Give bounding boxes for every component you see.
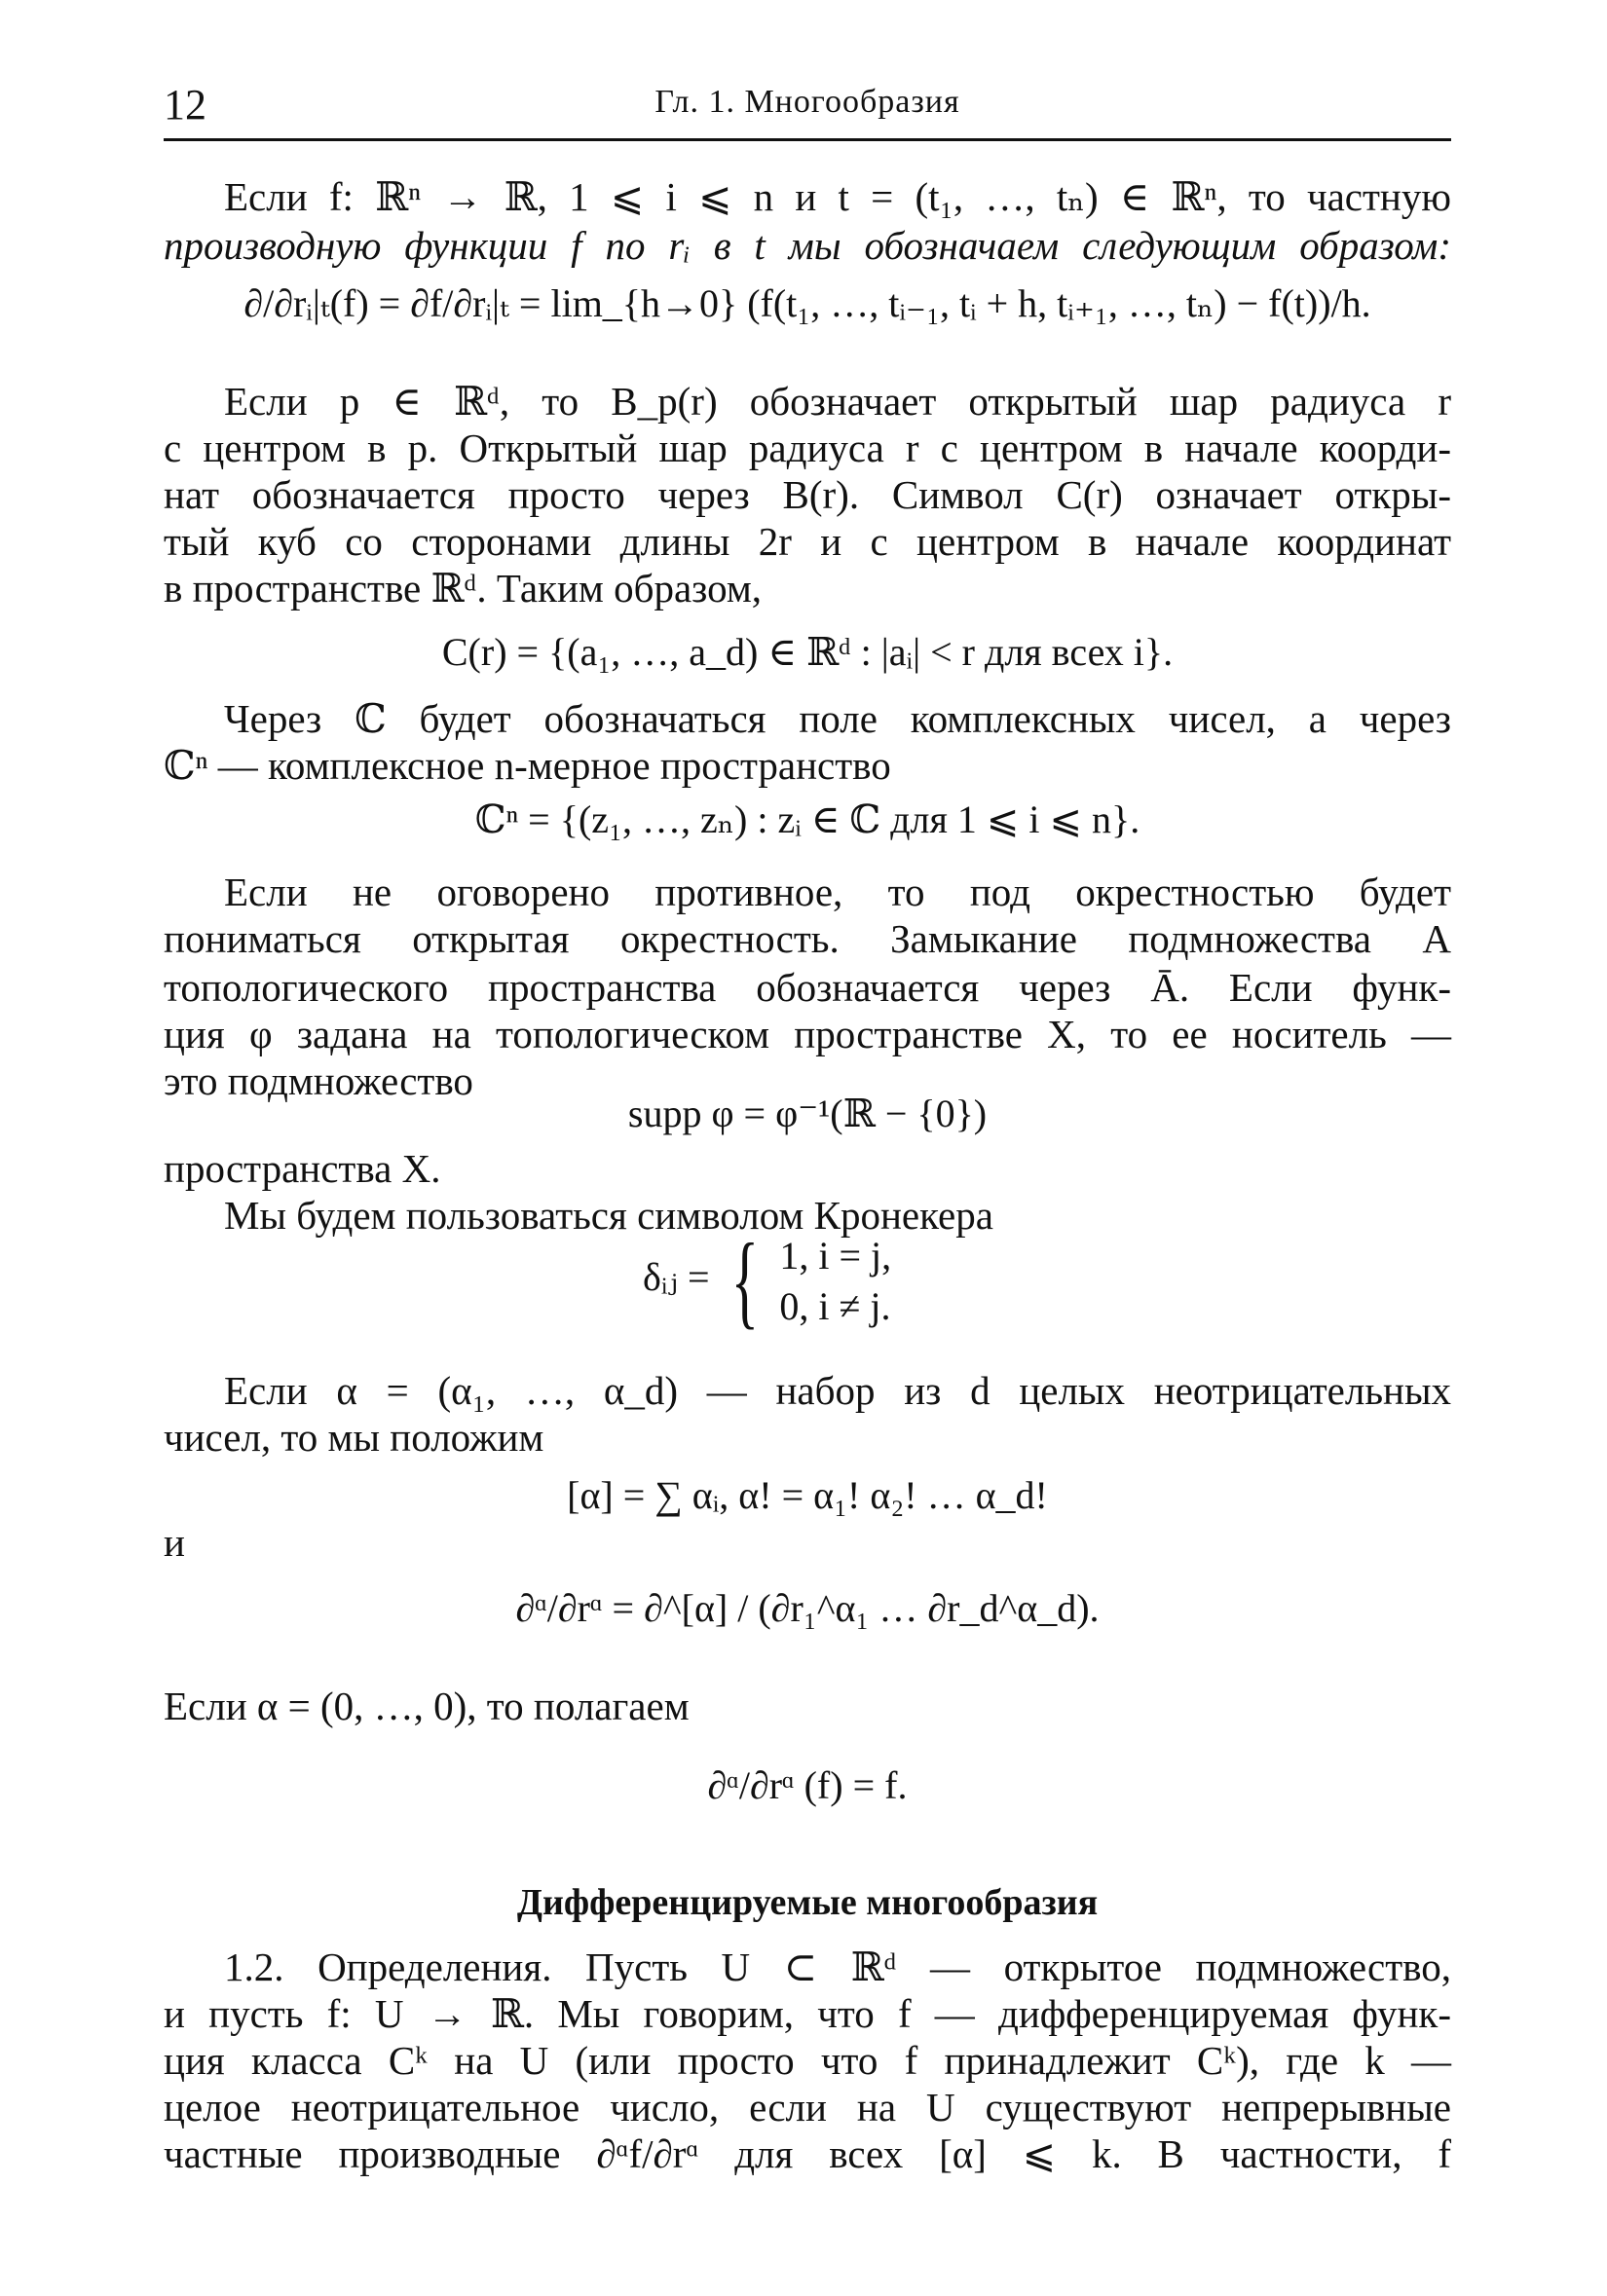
text-line-25: частные производные ∂ᵅf/∂rᵅ для всех [α] ⩽ k. В частности, f [164,2131,1451,2176]
formula-partial-derivative: ∂/∂rᵢ|ₜ(f) = ∂f/∂rᵢ|ₜ = lim_{h→0} (f(t₁, …, tᵢ₋₁, tᵢ + h, tᵢ₊₁, …, tₙ) − f(t))/h. [243,281,1371,325]
text-line-24: целое неотрицательное число, если на U существуют непрерывные [164,2085,1451,2129]
text-line-6: тый куб со сторонами длины 2r и с центром в начале координат [164,519,1451,564]
running-head: Гл. 1. Многообразия [654,84,960,120]
text-line-4: с центром в p. Открытый шар радиуса r с центром в начале коорди- [164,426,1451,470]
formula-zero-derivative: ∂ᵅ/∂rᵅ (f) = f. [707,1763,908,1807]
page-header [164,76,1451,141]
text-line-10: Если не оговорено противное, то под окрестностью будет [224,870,1451,914]
kronecker-case-equal: 1, i = j, [779,1234,892,1278]
text-line-12: топологического пространства обозначается через Ā. Если функ- [164,965,1451,1010]
formula-kronecker [643,1223,892,1339]
formula-open-cube: C(r) = {(a₁, …, a_d) ∈ ℝᵈ : |aᵢ| < r для всех i}. [441,630,1174,674]
page-number: 12 [164,81,206,129]
text-line-16: Мы будем пользоваться символом Кронекера [224,1193,993,1238]
text-line-2: производную функции f по rᵢ в t мы обозначаем следующим образом: [164,223,1451,268]
text-line-13: ция φ задана на топологическом пространстве X, то ее носитель — [164,1012,1451,1056]
formula-multiindex: [α] = ∑ αᵢ, α! = α₁! α₂! … α_d! [567,1473,1048,1517]
kronecker-cases [779,1231,891,1332]
left-brace-icon: { [730,1223,759,1339]
text-line-7: в пространстве ℝᵈ. Таким образом, [164,566,763,611]
section-title: Дифференцируемые многообразия [516,1882,1099,1923]
text-line-17: Если α = (α₁, …, α_d) — набор из d целых неотрицательных [224,1368,1451,1413]
text-line-14: это подмножество [164,1058,473,1103]
text-line-21: 1.2. Определения. Пусть U ⊂ ℝᵈ — открытое подмножество, [224,1944,1451,1989]
text-line-18: чисел, то мы положим [164,1415,544,1460]
text-line-3: Если p ∈ ℝᵈ, то B_p(r) обозначает открытый шар радиуса r [224,379,1451,424]
formula-support: supp φ = φ⁻¹(ℝ − {0}) [627,1092,988,1135]
text-line-5: нат обозначается просто через B(r). Символ C(r) означает откры- [164,472,1451,517]
text-line-9: ℂⁿ — комплексное n-мерное пространство [164,743,891,788]
text-line-19: и [164,1520,185,1565]
formula-multi-derivative: ∂ᵅ/∂rᵅ = ∂^[α] / (∂r₁^α₁ … ∂r_d^α_d). [515,1586,1100,1630]
formula-complex-space: ℂⁿ = {(z₁, …, zₙ) : zᵢ ∈ ℂ для 1 ⩽ i ⩽ n}. [474,797,1140,841]
text-line-22: и пусть f: U → ℝ. Мы говорим, что f — дифференцируемая функ- [164,1991,1451,2036]
text-line-23: ция класса Cᵏ на U (или просто что f принадлежит Cᵏ), где k — [164,2038,1451,2083]
text-line-8: Через ℂ будет обозначаться поле комплексных чисел, а через [224,696,1451,741]
text-line-1: Если f: ℝⁿ → ℝ, 1 ⩽ i ⩽ n и t = (t₁, …, tₙ) ∈ ℝⁿ, то частную [224,174,1451,219]
text-line-15: пространства X. [164,1146,441,1191]
text-line-20: Если α = (0, …, 0), то полагаем [164,1684,690,1728]
kronecker-lhs: δᵢⱼ = [643,1255,710,1300]
kronecker-case-unequal: 0, i ≠ j. [779,1284,891,1328]
text-line-11: пониматься открытая окрестность. Замыкание подмножества A [164,916,1451,961]
